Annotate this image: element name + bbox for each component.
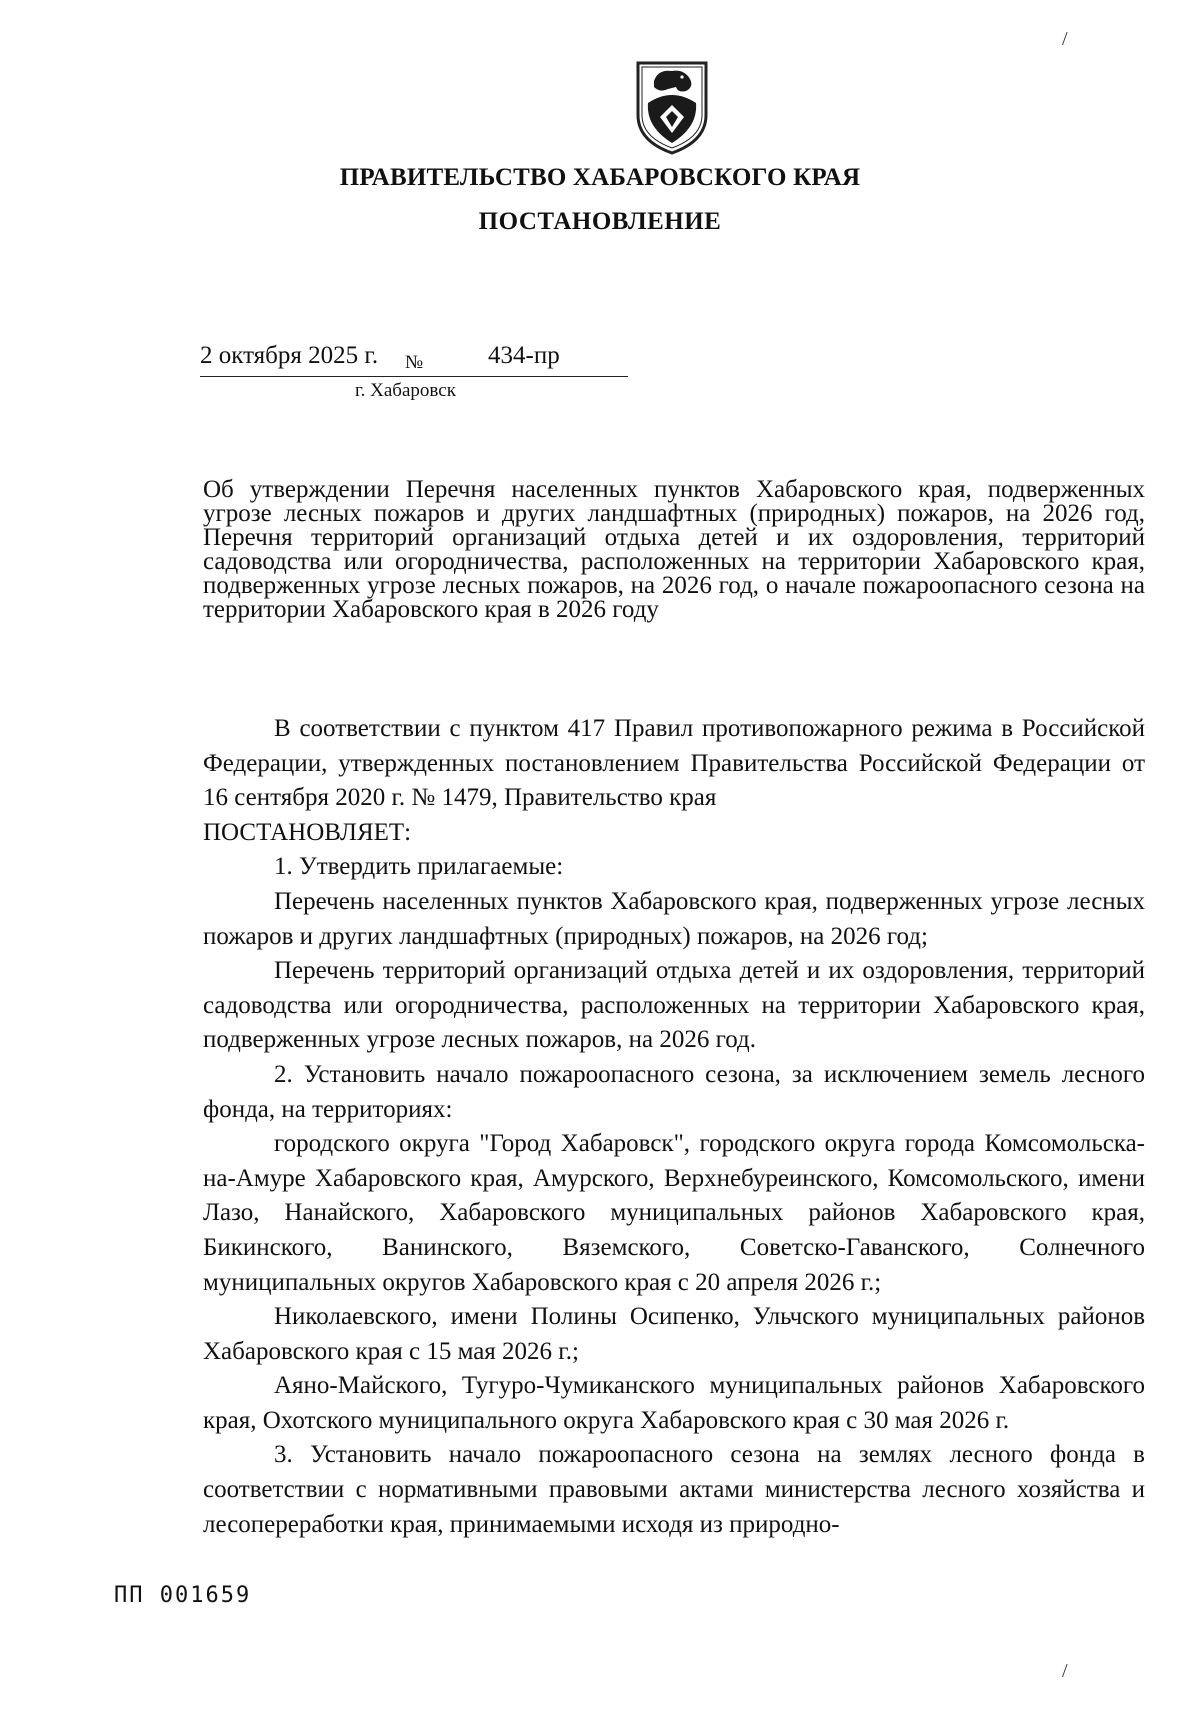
item-2-territories-c: Аяно-Майского, Тугуро-Чумиканского муниципальных районов Хабаровского края, Охотского муниципального округа Хабаровского края с 30 мая 2026 г. <box>203 1372 1145 1434</box>
document-body <box>203 712 1145 1542</box>
resolve-statement: ПОСТАНОВЛЯЕТ: <box>203 818 412 846</box>
document-type: ПОСТАНОВЛЕНИЕ <box>478 208 722 235</box>
document-title: Об утверждении Перечня населенных пунктов Хабаровского края, подверженных угрозе лесных пожаров и других ландшафтных (природных) пожаров, на 2026 год, Перечня территорий организаций отдыха детей и их оздоровления, территорий садоводства или огородничества, расположенных на территории Хабаровского края, подверженных угрозе лесных пожаров, на 2026 год, о начале пожароопасного сезона на территории Хабаровского края в 2026 году <box>203 476 1145 623</box>
item-2-territories-b: Николаевского, имени Полины Осипенко, Ульчского муниципальных районов Хабаровского края с 15 мая 2026 г.; <box>203 1303 1145 1365</box>
document-number: 434-пр <box>488 342 560 369</box>
form-serial-code: ПП 001659 <box>114 1583 252 1608</box>
document-date: 2 октября 2025 г. <box>200 342 379 369</box>
preamble-paragraph: В соответствии с пунктом 417 Правил противопожарного режима в Российской Федерации, утвержденных постановлением Правительства Российской Федерации от 16 сентября 2020 г. № 1479, Правительство края <box>203 715 1145 812</box>
item-3-paragraph: 3. Установить начало пожароопасного сезона на землях лесного фонда в соответствии с нормативными правовыми актами министерства лесного хозяйства и лесопереработки края, принимаемыми исходя из природно- <box>203 1441 1145 1538</box>
date-number-line <box>200 342 628 377</box>
city: г. Хабаровск <box>355 380 456 401</box>
item-2-territories-a: городского округа "Город Хабаровск", городского округа города Комсомольска-на-Амуре Хабаровского края, Амурского, Верхнебуреинского, Комсомольского, имени Лазо, Нанайского, Хабаровского муниципальных районов Хабаровского края, Бикинского, Ванинского, Вяземского, Советско-Гаванского, Солнечного муниципальных округов Хабаровского края с 20 апреля 2026 г.; <box>203 1130 1145 1296</box>
item-1-list-entry-2: Перечень территорий организаций отдыха детей и их оздоровления, территорий садоводства или огородничества, расположенных на территории Хабаровского края, подверженных угрозе лесных пожаров, на 2026 год. <box>203 957 1145 1054</box>
scan-mark: / <box>1062 28 1068 50</box>
khabarovsk-coat-of-arms-icon <box>632 57 712 157</box>
scan-mark: / <box>1062 1660 1068 1682</box>
item-1-heading: 1. Утвердить прилагаемые: <box>274 853 564 881</box>
number-sign: № <box>405 352 424 373</box>
item-1-list-entry-1: Перечень населенных пунктов Хабаровского края, подверженных угрозе лесных пожаров и других ландшафтных (природных) пожаров, на 2026 год; <box>203 887 1145 950</box>
government-title: ПРАВИТЕЛЬСТВО ХАБАРОВСКОГО КРАЯ <box>339 164 861 191</box>
item-2-heading: 2. Установить начало пожароопасного сезона, за исключением земель лесного фонда, на территориях: <box>203 1060 1145 1123</box>
